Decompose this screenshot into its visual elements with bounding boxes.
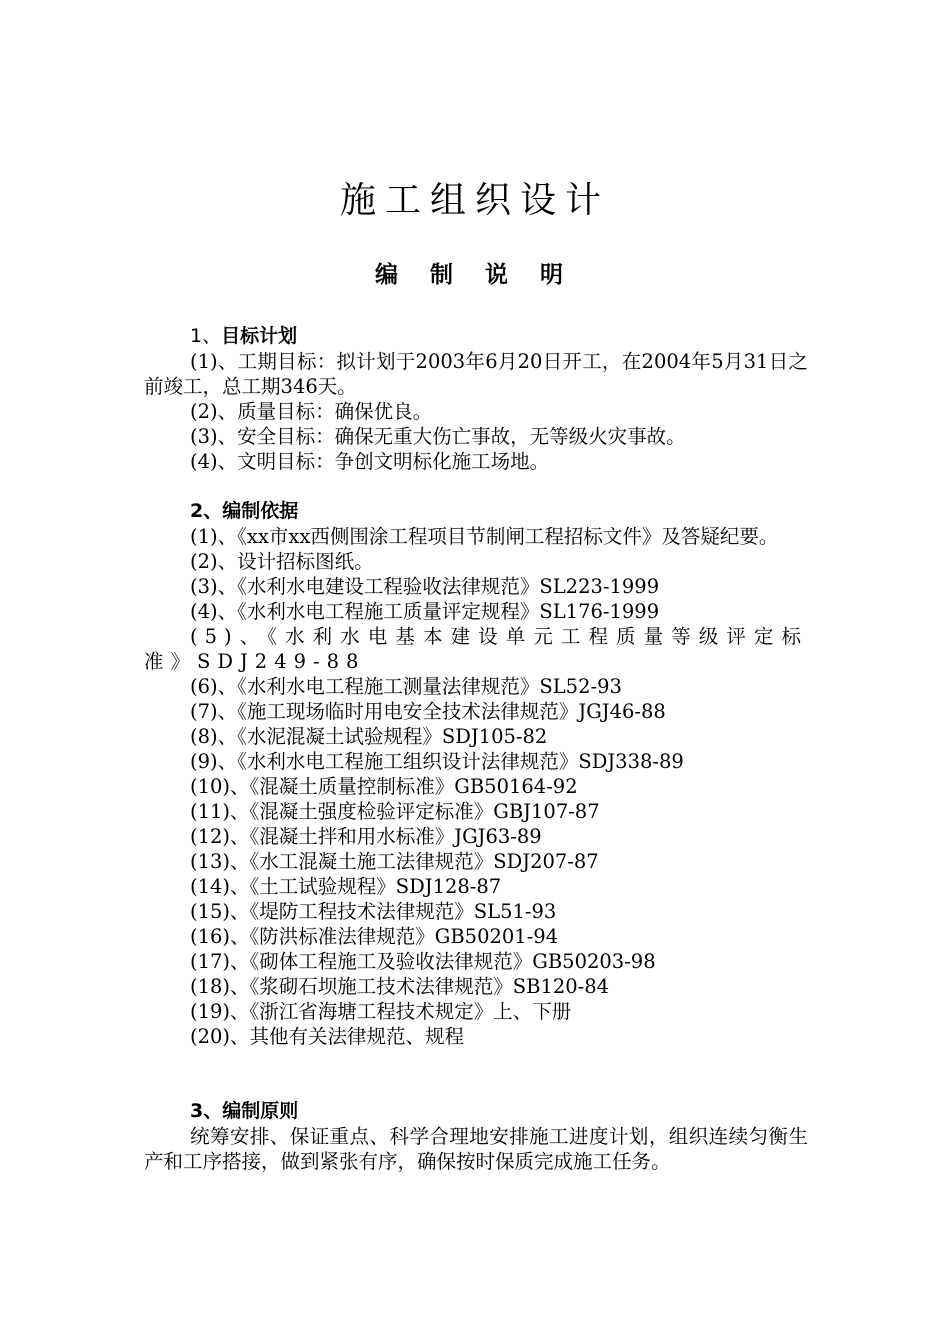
list-item: (16)、《防洪标准法律规范》GB50201-94 [190, 925, 559, 948]
list-item: (18)、《浆砌石坝施工技术法律规范》SB120-84 [190, 975, 610, 998]
list-item: (17)、《砌体工程施工及验收法律规范》GB50203-98 [190, 950, 656, 973]
list-item: (13)、《水工混凝土施工法律规范》SDJ207-87 [190, 850, 599, 873]
list-item: (4)、《水利水电工程施工质量评定规程》SL176-1999 [190, 600, 660, 623]
list-item: (19)、《浙江省海塘工程技术规定》上、下册 [190, 1000, 572, 1023]
section-number: 2、 [190, 500, 223, 522]
section-number: 1、 [190, 325, 222, 347]
section-heading-goals [144, 324, 808, 349]
section-title: 编制原则 [222, 1100, 299, 1122]
list-item: (1)、《xx市xx西侧围涂工程项目节制闸工程招标文件》及答疑纪要。 [190, 525, 779, 548]
list-item: (9)、《水利水电工程施工组织设计法律规范》SDJ338-89 [190, 750, 684, 773]
list-item: (6)、《水利水电工程施工测量法律规范》SL52-93 [190, 675, 622, 698]
list-item: (10)、《混凝土质量控制标准》GB50164-92 [190, 775, 578, 798]
list-item: (2)、质量目标：确保优良。 [190, 400, 433, 423]
list-item: (20)、其他有关法律规范、规程 [190, 1025, 465, 1048]
list-item: (3)、安全目标：确保无重大伤亡事故，无等级火灾事故。 [190, 425, 686, 448]
document-subtitle: 编 制 说 明 [374, 262, 576, 288]
section-title: 编制依据 [222, 500, 299, 522]
section-spacer [144, 1049, 808, 1099]
list-item: (7)、《施工现场临时用电安全技术法律规范》JGJ46-88 [190, 700, 666, 723]
document-body [144, 324, 808, 1174]
document-title: 施工组织设计 [339, 180, 610, 221]
list-item: (4)、文明目标：争创文明标化施工场地。 [190, 450, 550, 473]
list-item: (12)、《混凝土拌和用水标准》JGJ63-89 [190, 825, 542, 848]
section-paragraph: 统筹安排、保证重点、科学合理地安排施工进度计划，组织连续匀衡生产和工序搭接，做到紧张有序，确保按时保质完成施工任务。 [144, 1125, 808, 1173]
section-spacer [144, 474, 808, 499]
list-item: (2)、设计招标图纸。 [190, 550, 374, 573]
section-heading-principles [144, 1099, 808, 1124]
list-item: (14)、《土工试验规程》SDJ128-87 [190, 875, 502, 898]
list-item: (3)、《水利水电建设工程验收法律规范》SL223-1999 [190, 575, 660, 598]
list-item: (5)、《水利水电基本建设单元工程质量等级评定标准》SDJ249-88 [144, 625, 808, 673]
list-item: (15)、《堤防工程技术法律规范》SL51-93 [190, 900, 557, 923]
section-heading-basis [144, 499, 808, 524]
list-item: (1)、工期目标：拟计划于2003年6月20日开工，在2004年5月31日之前竣工，总工期346天。 [144, 350, 808, 398]
list-item: (8)、《水泥混凝土试验规程》SDJ105-82 [190, 725, 548, 748]
list-item: (11)、《混凝土强度检验评定标准》GBJ107-87 [190, 800, 600, 823]
section-number: 3、 [190, 1100, 223, 1122]
section-title: 目标计划 [221, 325, 298, 347]
